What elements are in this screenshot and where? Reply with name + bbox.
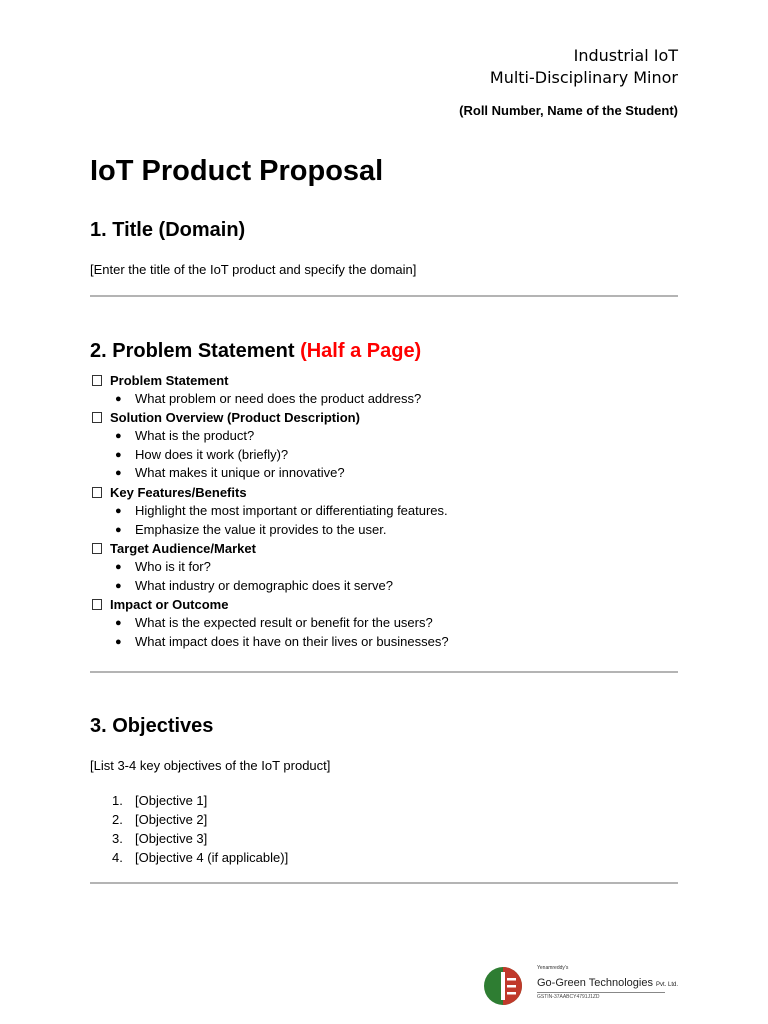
section-objectives-heading: 3. Objectives <box>90 715 214 737</box>
checkbox-icon <box>92 487 102 498</box>
checklist-item <box>90 539 690 595</box>
checklist-item <box>90 408 690 483</box>
logo-company-name <box>537 977 678 989</box>
logo-gstin: GSTIN-37AABCY4791J1ZD <box>537 994 600 1000</box>
bullet-item <box>90 446 690 465</box>
bullet-icon: ● <box>115 392 122 405</box>
go-green-logo-icon <box>483 966 523 1006</box>
bullet-icon: ● <box>115 616 122 629</box>
bullet-text: Highlight the most important or differentiating features. <box>135 502 448 518</box>
bullet-text: What makes it unique or innovative? <box>135 465 345 481</box>
bullet-text: What industry or demographic does it serve? <box>135 577 393 593</box>
logo-divider <box>537 992 665 993</box>
checkbox-icon <box>92 375 102 386</box>
section-title-placeholder: [Enter the title of the IoT product and specify the domain] <box>90 262 417 277</box>
objective-text: [Objective 4 (if applicable)] <box>135 850 289 865</box>
checklist-label: Impact or Outcome <box>110 597 229 613</box>
bullet-item <box>90 614 690 633</box>
bullet-item <box>90 464 690 483</box>
checklist-item <box>90 595 690 651</box>
bullet-icon: ● <box>115 430 122 443</box>
section-problem-heading <box>90 338 421 364</box>
bullet-text: What impact does it have on their lives or businesses? <box>135 633 449 649</box>
objective-item <box>90 810 288 829</box>
company-logo <box>483 962 683 1008</box>
checklist-label: Key Features/Benefits <box>110 484 247 500</box>
checkbox-icon <box>92 599 102 610</box>
checkbox-icon <box>92 412 102 423</box>
objective-item <box>90 848 288 867</box>
bullet-icon: ● <box>115 504 122 517</box>
problem-heading-note: (Half a Page) <box>300 340 422 362</box>
objective-number: 1. <box>112 793 123 808</box>
divider <box>90 295 678 297</box>
divider <box>90 882 678 884</box>
divider <box>90 671 678 673</box>
objective-text: [Objective 2] <box>135 812 208 827</box>
bullet-item <box>90 558 690 577</box>
bullet-icon: ● <box>115 523 122 536</box>
checklist-item <box>90 371 690 408</box>
objective-item <box>90 829 288 848</box>
objective-number: 2. <box>112 812 123 827</box>
bullet-text: What is the expected result or benefit for the users? <box>135 614 433 630</box>
bullet-item <box>90 427 690 446</box>
document-title: IoT Product Proposal <box>90 155 384 187</box>
section-title-heading: 1. Title (Domain) <box>90 219 246 241</box>
student-info: (Roll Number, Name of the Student) <box>459 103 678 118</box>
bullet-item <box>90 633 690 652</box>
bullet-text: What is the product? <box>135 428 255 444</box>
bullet-icon: ● <box>115 560 122 573</box>
bullet-text: What problem or need does the product address? <box>135 390 422 406</box>
checklist-label: Target Audience/Market <box>110 541 256 557</box>
objectives-placeholder: [List 3-4 key objectives of the IoT product] <box>90 758 331 773</box>
bullet-item <box>90 390 690 409</box>
bullet-icon: ● <box>115 448 122 461</box>
objective-text: [Objective 1] <box>135 793 208 808</box>
bullet-item <box>90 502 690 521</box>
bullet-icon: ● <box>115 579 122 592</box>
bullet-item <box>90 577 690 596</box>
bullet-text: Who is it for? <box>135 558 211 574</box>
bullet-text: Emphasize the value it provides to the user. <box>135 521 387 537</box>
objective-item <box>90 791 288 810</box>
logo-suffix: Pvt. Ltd. <box>656 982 679 988</box>
logo-owner-text: Yenamreddy's <box>537 965 569 971</box>
bullet-text: How does it work (briefly)? <box>135 446 289 462</box>
checklist-item <box>90 483 690 539</box>
objective-text: [Objective 3] <box>135 831 208 846</box>
problem-heading-text: 2. Problem Statement <box>90 340 295 362</box>
logo-name-text: Go-Green Technologies <box>537 977 653 989</box>
objectives-list <box>90 791 288 867</box>
header-course: Industrial IoT <box>573 46 678 65</box>
bullet-icon: ● <box>115 467 122 480</box>
checkbox-icon <box>92 543 102 554</box>
bullet-item <box>90 521 690 540</box>
checklist-label: Solution Overview (Product Description) <box>110 410 360 426</box>
objective-number: 4. <box>112 850 123 865</box>
header-minor: Multi-Disciplinary Minor <box>489 68 678 87</box>
objective-number: 3. <box>112 831 123 846</box>
bullet-icon: ● <box>115 635 122 648</box>
problem-checklist <box>90 371 690 651</box>
checklist-label: Problem Statement <box>110 372 229 388</box>
